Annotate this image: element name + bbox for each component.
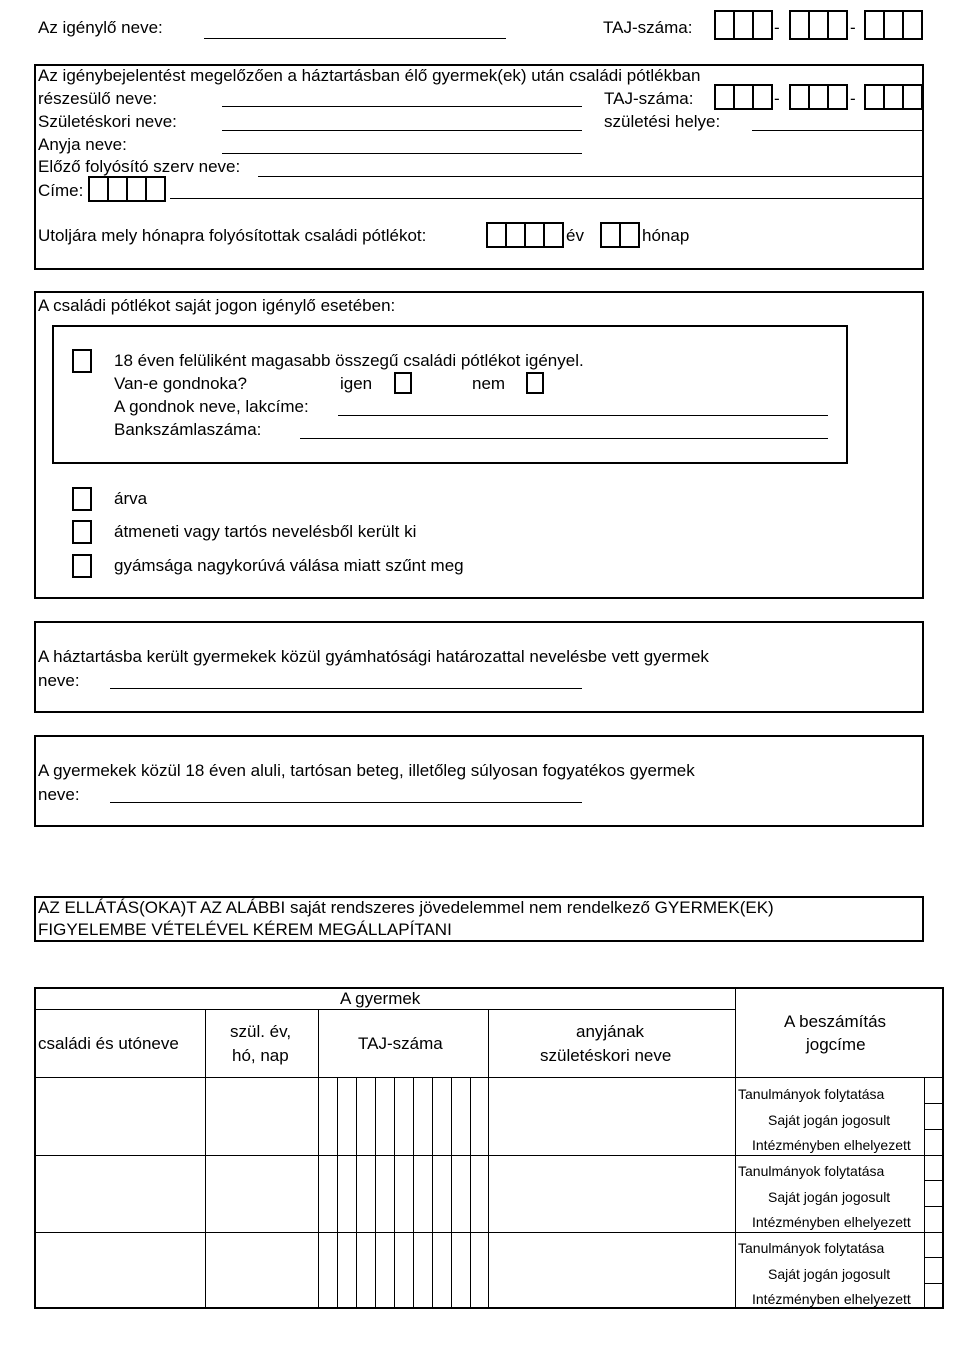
over18-checkbox[interactable] (72, 349, 92, 373)
bank-account-field[interactable] (300, 438, 828, 439)
sick-child-label: A gyermekek közül 18 éven aluli, tartósan beteg, illetőleg súlyosan fogyatékos gyermek (38, 761, 695, 780)
recipient-taj-field-1[interactable] (714, 84, 773, 110)
birth-place-field[interactable] (752, 130, 922, 131)
col-header-taj: TAJ-száma (358, 1034, 443, 1053)
month-label: hónap (642, 226, 690, 245)
foster-checkbox[interactable] (72, 520, 92, 544)
bank-account-label: Bankszámlaszáma: (114, 420, 262, 439)
col-header-mother-1: anyjának (576, 1022, 645, 1041)
taj-digit-divider (356, 1077, 357, 1309)
guardian-question: Van-e gondnoka? (114, 374, 247, 393)
taj-digit-divider (413, 1077, 414, 1309)
col-header-mother-2: születéskori neve (540, 1046, 672, 1065)
notice-line-2: FIGYELEMBE VÉTELÉVEL KÉREM MEGÁLLAPÍTANI (38, 920, 452, 939)
table-divider (318, 1009, 319, 1309)
basis-option-studies: Tanulmányok folytatása (738, 1240, 885, 1256)
taj-digit-divider (451, 1077, 452, 1309)
foster-label: átmeneti vagy tartós nevelésből került ki (114, 522, 417, 541)
guardian-yes-checkbox[interactable] (394, 372, 412, 394)
recipient-name-label: részesülő neve: (38, 89, 158, 108)
guardian-name-field[interactable] (338, 415, 828, 416)
birth-name-label: Születéskori neve: (38, 112, 177, 131)
last-month-field[interactable] (600, 222, 640, 248)
guardian-no-label: nem (472, 374, 506, 393)
address-label: Címe: (38, 181, 84, 200)
foster-child-label: A háztartásba került gyermekek közül gyámhatósági határozattal nevelésbe vett gyermek (38, 647, 709, 666)
table-group-header: A gyermek (340, 989, 421, 1008)
address-field[interactable] (170, 198, 922, 199)
table-divider (34, 1009, 735, 1010)
applicant-name-label: Az igénylő neve: (38, 18, 163, 37)
over18-subsection (52, 325, 848, 464)
applicant-taj-field-3[interactable] (864, 10, 923, 40)
taj-digit-divider (470, 1077, 471, 1309)
applicant-taj-field-2[interactable] (789, 10, 848, 40)
own-right-title: A családi pótlékot saját jogon igénylő esetében: (38, 296, 396, 315)
mother-name-field[interactable] (222, 153, 582, 154)
recipient-taj-field-2[interactable] (789, 84, 848, 110)
basis-checkboxes-row-3[interactable] (925, 1233, 944, 1309)
basis-option-institution: Intézményben elhelyezett (752, 1214, 911, 1230)
recipient-taj-field-3[interactable] (864, 84, 923, 110)
basis-option-own-right: Saját jogán jogosult (768, 1266, 891, 1282)
last-year-field[interactable] (486, 222, 564, 248)
recipient-taj-label: TAJ-száma: (604, 89, 694, 108)
col-header-birth-1: szül. év, (230, 1022, 292, 1041)
notice-line-1: AZ ELLÁTÁS(OKA)T AZ ALÁBBI saját rendszeres jövedelemmel nem rendelkező GYERMEK(EK) (38, 898, 774, 917)
taj-digit-divider (375, 1077, 376, 1309)
basis-option-studies: Tanulmányok folytatása (738, 1163, 885, 1179)
taj-digit-divider (337, 1077, 338, 1309)
last-month-label: Utoljára mely hónapra folyósítottak családi pótlékot: (38, 226, 427, 245)
table-divider (488, 1009, 489, 1309)
basis-option-institution: Intézményben elhelyezett (752, 1291, 911, 1307)
basis-option-studies: Tanulmányok folytatása (738, 1086, 885, 1102)
taj-digit-divider (394, 1077, 395, 1309)
applicant-name-field[interactable] (204, 38, 506, 39)
dash: - (774, 18, 780, 37)
table-divider (735, 987, 736, 1309)
birth-name-field[interactable] (222, 130, 582, 131)
table-divider (34, 1232, 944, 1233)
dash: - (774, 89, 780, 108)
col-header-birth-2: hó, nap (232, 1046, 289, 1065)
applicant-taj-field-1[interactable] (714, 10, 773, 40)
basis-option-own-right: Saját jogán jogosult (768, 1112, 891, 1128)
taj-digit-divider (432, 1077, 433, 1309)
basis-checkboxes-row-2[interactable] (925, 1156, 944, 1232)
sick-child-section (34, 735, 924, 827)
previous-agency-label: Előző folyósító szerv neve: (38, 157, 241, 176)
basis-option-institution: Intézményben elhelyezett (752, 1137, 911, 1153)
guardian-no-checkbox[interactable] (526, 372, 544, 394)
foster-child-section (34, 621, 924, 713)
col-header-basis-1: A beszámítás (784, 1012, 887, 1031)
basis-checkboxes-row-1[interactable] (925, 1078, 944, 1154)
over18-label: 18 éven felüliként magasabb összegű családi pótlékot igényel. (114, 351, 584, 370)
col-header-basis-2: jogcíme (806, 1035, 866, 1054)
table-divider (205, 1009, 206, 1309)
orphan-label: árva (114, 489, 148, 508)
applicant-taj-label: TAJ-száma: (603, 18, 693, 37)
recipient-name-field[interactable] (222, 106, 582, 107)
table-divider (34, 1155, 944, 1156)
sick-child-name-field[interactable] (110, 802, 582, 803)
basis-option-own-right: Saját jogán jogosult (768, 1189, 891, 1205)
sick-child-name-label: neve: (38, 785, 80, 804)
guardian-yes-label: igen (340, 374, 373, 393)
dash: - (850, 89, 856, 108)
foster-child-name-label: neve: (38, 671, 80, 690)
foster-child-name-field[interactable] (110, 688, 582, 689)
col-header-name: családi és utóneve (38, 1034, 179, 1053)
dash: - (850, 18, 856, 37)
guardianship-ended-label: gyámsága nagykorúvá válása miatt szűnt meg (114, 556, 464, 575)
birth-place-label: születési helye: (604, 112, 721, 131)
prior-section-title: Az igénybejelentést megelőzően a háztartásban élő gyermek(ek) után családi pótlékban (38, 66, 701, 85)
mother-name-label: Anyja neve: (38, 135, 127, 154)
guardian-name-label: A gondnok neve, lakcíme: (114, 397, 309, 416)
orphan-checkbox[interactable] (72, 487, 92, 511)
address-zip-field[interactable] (88, 176, 166, 202)
guardianship-ended-checkbox[interactable] (72, 554, 92, 578)
table-divider (34, 1077, 944, 1078)
previous-agency-field[interactable] (258, 176, 922, 177)
year-label: év (566, 226, 584, 245)
